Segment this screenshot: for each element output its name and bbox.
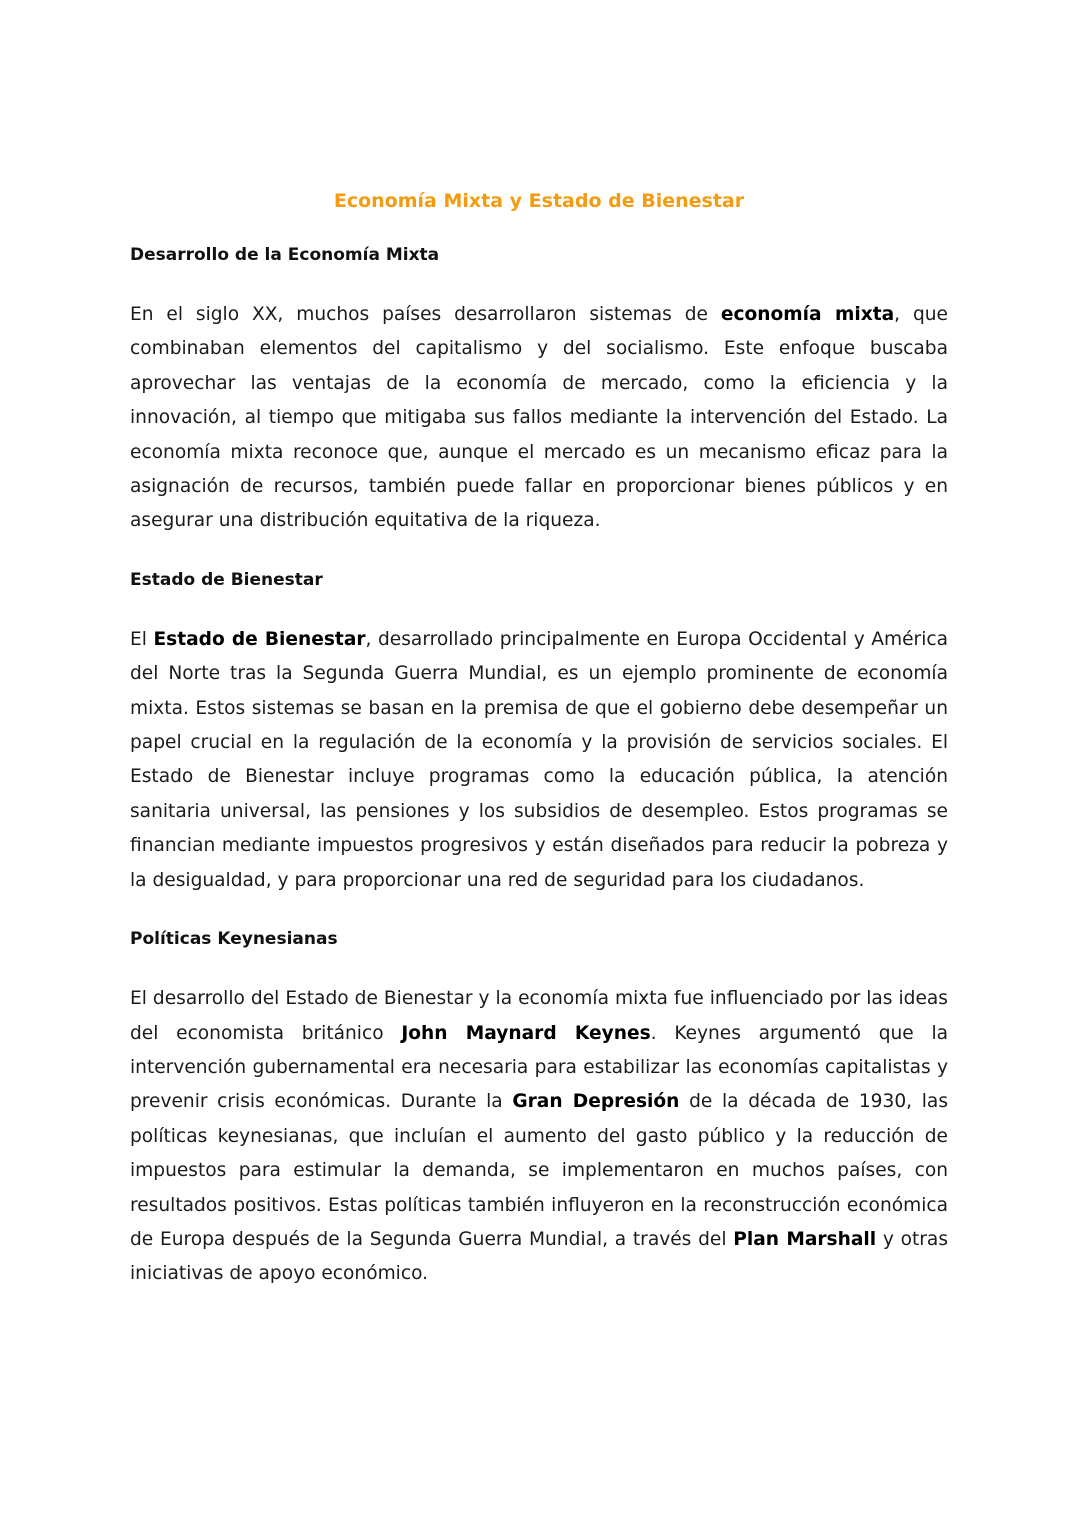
bold-term-gran-depresion: Gran Depresión — [512, 1091, 680, 1113]
document-title: Economía Mixta y Estado de Bienestar — [333, 190, 745, 212]
text-run: En el siglo XX, muchos países desarrollaron sistemas de — [130, 304, 721, 325]
paragraph-politicas-keynesianas — [130, 982, 948, 1292]
text-run: El — [130, 628, 154, 650]
bold-term-plan-marshall: Plan Marshall — [733, 1228, 877, 1250]
text-run: de la década de 1930, las políticas keynesianas, que incluían el aumento del gasto público y la reducción de impuestos para estimular la demanda, se implementaron en muchos países, con resultados positivos. Estas políticas también influyeron en la reconstrucción económica de Europa después de la Segunda Guerra Mundial, a través del — [130, 1091, 949, 1250]
text-run: , desarrollado principalmente en Europa Occidental y América del Norte tras la Segunda Guerra Mundial, es un ejemplo prominente de economía mixta. Estos sistemas se basan en la premisa de que el gobierno debe desempeñar un papel crucial en la regulación de la economía y la provisión de servicios sociales. El Estado de Bienestar incluye programas como la educación pública, la atención sanitaria universal, las pensiones y los subsidios de desempleo. Estos programas se financian mediante impuestos progresivos y están diseñados para reducir la pobreza y la desigualdad, y para proporcionar una red de seguridad para los ciudadanos. — [130, 628, 948, 891]
paragraph-estado-bienestar — [130, 623, 948, 898]
bold-term-economia-mixta: economía mixta — [720, 304, 895, 325]
document-page — [130, 186, 948, 1320]
section-heading-estado-bienestar: Estado de Bienestar — [130, 569, 323, 590]
section-heading-politicas-keynesianas: Políticas Keynesianas — [130, 929, 338, 950]
text-run: y otras iniciativas de apoyo económico. — [130, 1228, 949, 1285]
paragraph-economia-mixta — [130, 298, 948, 539]
text-run: . Keynes argumentó que la intervención gubernamental era necesaria para estabilizar las economías capitalistas y prevenir crisis económicas. Durante la — [130, 1022, 949, 1113]
bold-term-keynes: John Maynard Keynes — [401, 1022, 651, 1044]
text-run: El desarrollo del Estado de Bienestar y la economía mixta fue influenciado por las ideas del economista británico — [130, 988, 948, 1044]
section-heading-economia-mixta: Desarrollo de la Economía Mixta — [130, 245, 440, 265]
text-run: , que combinaban elementos del capitalismo y del socialismo. Este enfoque buscaba aprovechar las ventajas de la economía de mercado, como la eficiencia y la innovación, al tiempo que mitigaba sus fallos mediante la intervención del Estado. La economía mixta reconoce que, aunque el mercado es un mecanismo eficaz para la asignación de recursos, también puede fallar en proporcionar bienes públicos y en asegurar una distribución equitativa de la riqueza. — [130, 304, 948, 532]
bold-term-estado-bienestar: Estado de Bienestar — [153, 628, 366, 650]
